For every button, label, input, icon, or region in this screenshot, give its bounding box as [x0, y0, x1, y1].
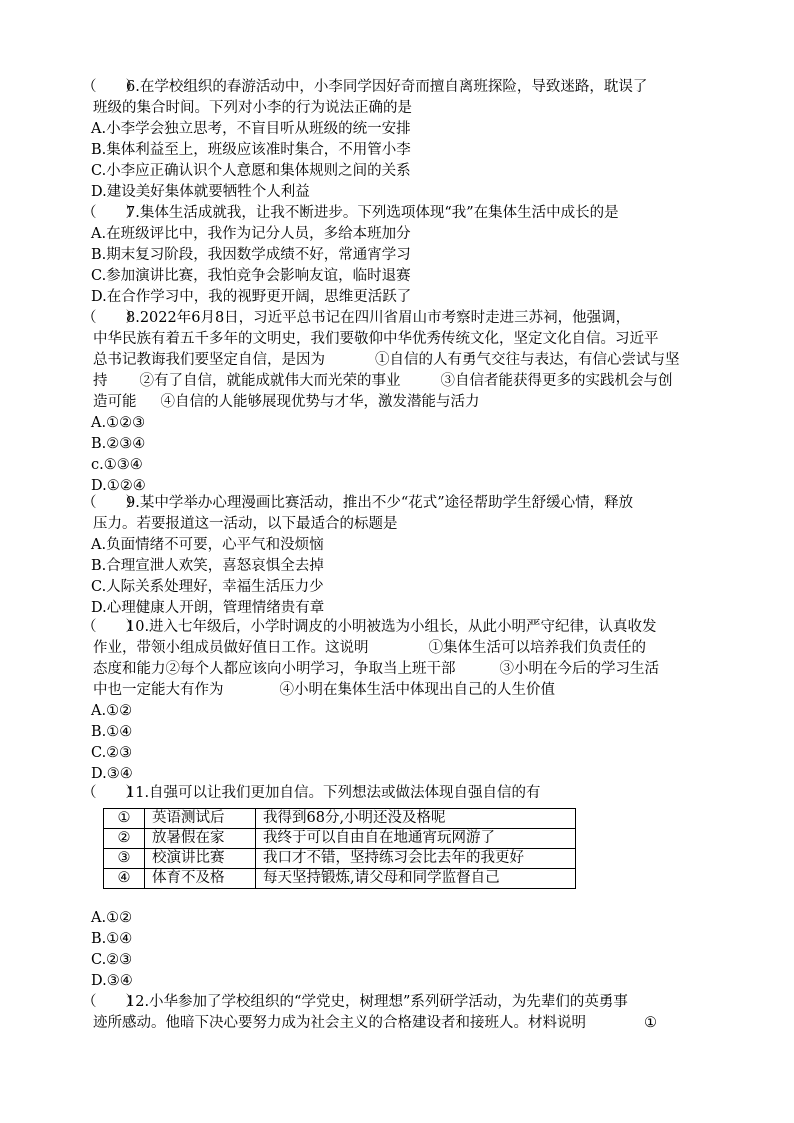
- table-cell-situation: 放暑假在家: [145, 829, 256, 849]
- question-stem: （ ）8.2022年6月8日，习近平总书记在四川省眉山市考察时走进三苏祠，他强调，: [80, 308, 720, 329]
- option-a: A.小李学会独立思考，不盲目听从班级的统一安排: [91, 121, 411, 137]
- answer-parenthesis: （ ）: [82, 785, 140, 801]
- question-stem: （ ）7.集体生活成就我，让我不断进步。下列选项体现“我”在集体生活中成长的是: [80, 203, 720, 224]
- answer-parenthesis: （ ）: [82, 495, 140, 511]
- statement-3: ③自信者能获得更多的实践机会与创: [440, 373, 673, 389]
- option-c: C.参加演讲比赛，我怕竞争会影响友谊，临时退赛: [91, 268, 411, 284]
- question-stem-continued: 总书记教诲我们要坚定自信，是因为 ①自信的人有勇气交往与表达，有信心尝试与坚: [93, 352, 680, 368]
- question-stem-continued: 作业，带领小组成员做好值日工作。这说明 ①集体生活可以培养我们负责任的: [93, 640, 646, 656]
- question-stem: （ ）6.在学校组织的春游活动中，小李同学因好奇而擅自离班探险，导致迷路，耽误了: [80, 77, 720, 98]
- option-b: B.①④: [91, 931, 133, 947]
- statements-table: [103, 808, 576, 889]
- option-c: C.小李应正确认识个人意愿和集体规则之间的关系: [91, 163, 411, 179]
- option-d: D.建设美好集体就要牺牲个人利益: [91, 184, 310, 200]
- table-cell-situation: 英语测试后: [145, 809, 256, 829]
- option-c: C.人际关系处理好，幸福生活压力少: [91, 579, 324, 595]
- question-stem-continued: 中华民族有着五千多年的文明史，我们要敬仰中华优秀传统文化，坚定文化自信。习近平: [93, 331, 659, 347]
- table-cell-thought: 我终于可以自由自在地通宵玩网游了: [256, 829, 576, 849]
- question-11: [80, 783, 720, 804]
- option-a: A.①②③: [91, 415, 146, 431]
- answer-parenthesis: （ ）: [82, 310, 140, 326]
- question-stem-continued: 持 ②有了自信，就能成就伟大而光荣的事业 ③自信者能获得更多的实践机会与创: [93, 373, 673, 389]
- question-stem-continued: 压力。若要报道这一活动，以下最适合的标题是: [93, 516, 398, 532]
- option-a: A.①②: [91, 910, 133, 926]
- statement-4: ④小明在集体生活中体现出自己的人生价值: [279, 682, 555, 698]
- question-stem: （ ）12.小华参加了学校组织的“学党史，树理想”系列研学活动，为先辈们的英勇事: [80, 992, 720, 1013]
- option-b: B.集体利益至上，班级应该准时集合，不用管小李: [91, 142, 411, 158]
- option-b: B.②③④: [91, 436, 146, 452]
- statement-3: ③小明在今后的学习生活: [499, 661, 659, 677]
- option-b: B.①④: [91, 724, 133, 740]
- question-stem-continued: 班级的集合时间。下列对小李的行为说法正确的是: [93, 100, 412, 116]
- question-8: [80, 308, 720, 497]
- table-cell-thought: 我口才不错，坚持练习会比去年的我更好: [256, 849, 576, 869]
- question-9: [80, 493, 720, 619]
- question-stem-continued: 造可能 ④自信的人能够展现优势与才华，激发潜能与活力: [93, 394, 480, 410]
- table-cell-situation: 校演讲比赛: [145, 849, 256, 869]
- table-cell-index: ③: [104, 849, 145, 869]
- statement-1: ①自信的人有勇气交往与表达，有信心尝试与坚: [375, 352, 680, 368]
- option-a: A.①②: [91, 703, 133, 719]
- table-cell-index: ①: [104, 809, 145, 829]
- option-d: D.①②④: [91, 478, 146, 494]
- option-a: A.在班级评比中，我作为记分人员，多给本班加分: [91, 226, 411, 242]
- question-stem: （ ）10.进入七年级后，小学时调皮的小明被选为小组长，从此小明严守纪律，认真收发: [80, 617, 720, 638]
- table-row: [104, 849, 576, 869]
- option-a: A.负面情绪不可要，心平气和没烦恼: [91, 537, 324, 553]
- table-cell-situation: 体育不及格: [145, 869, 256, 889]
- option-c: C.②③: [91, 745, 133, 761]
- question-10: [80, 617, 720, 785]
- question-stem-continued: 中也一定能大有作为 ④小明在集体生活中体现出自己的人生价值: [93, 682, 555, 698]
- statement-4: ④自信的人能够展现优势与才华，激发潜能与活力: [160, 394, 480, 410]
- table-row: [104, 869, 576, 889]
- table-row: [104, 829, 576, 849]
- question-stem-continued: 态度和能力②每个人都应该向小明学习，争取当上班干部 ③小明在今后的学习生活: [93, 661, 659, 677]
- table-cell-thought: 每天坚持锻炼,请父母和同学监督自己: [256, 869, 576, 889]
- option-d: D.心理健康人开朗，管理情绪贵有章: [91, 600, 325, 616]
- statement-1: ①集体生活可以培养我们负责任的: [428, 640, 646, 656]
- answer-parenthesis: （ ）: [82, 79, 140, 95]
- statement-2: ②有了自信，就能成就伟大而光荣的事业: [139, 373, 401, 389]
- answer-parenthesis: （ ）: [82, 205, 140, 221]
- table-cell-index: ②: [104, 829, 145, 849]
- question-stem-continued: 迹所感动。他暗下决心要努力成为社会主义的合格建设者和接班人。材料说明 ①: [93, 1015, 657, 1031]
- question-stem: （ ）9.某中学举办心理漫画比赛活动，推出不少“花式”途径帮助学生舒缓心情，释放: [80, 493, 720, 514]
- statement-1: ①: [644, 1015, 657, 1031]
- table-row: [104, 809, 576, 829]
- option-c: c.①③④: [91, 457, 143, 473]
- answer-parenthesis: （ ）: [82, 619, 140, 635]
- option-d: D.③④: [91, 973, 133, 989]
- option-b: B.期末复习阶段，我因数学成绩不好，常通宵学习: [91, 247, 411, 263]
- table-cell-thought: 我得到68分,小明还没及格呢: [256, 809, 576, 829]
- question-7: [80, 203, 720, 308]
- question-6: [80, 77, 720, 203]
- option-b: B.合理宣泄人欢笑，喜怒哀惧全去掉: [91, 558, 324, 574]
- option-c: C.②③: [91, 952, 133, 968]
- question-stem: （ ）11.自强可以让我们更加自信。下列想法或做法体现自强自信的有: [80, 783, 720, 804]
- table-cell-index: ④: [104, 869, 145, 889]
- question-11-options: [80, 908, 720, 992]
- option-d: D.在合作学习中，我的视野更开阔，思维更活跃了: [91, 289, 412, 305]
- option-d: D.③④: [91, 766, 133, 782]
- question-12: [80, 992, 720, 1034]
- answer-parenthesis: （ ）: [82, 994, 140, 1010]
